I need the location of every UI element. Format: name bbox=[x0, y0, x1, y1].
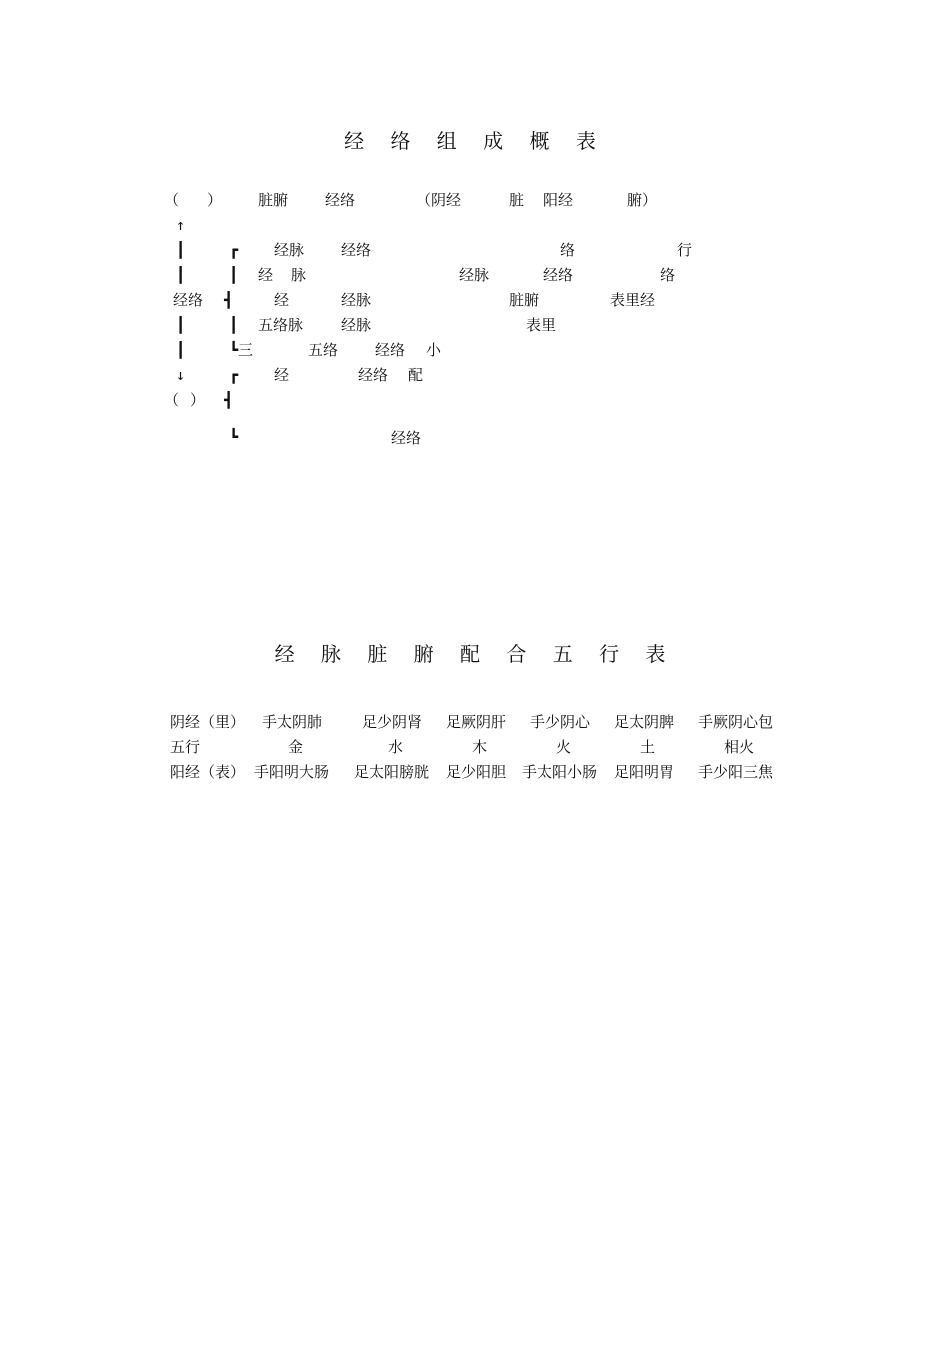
up-arrow-icon: ↑ bbox=[176, 216, 186, 234]
diagram-text: 经脉 bbox=[341, 291, 372, 309]
table-cell: 土 bbox=[640, 738, 656, 756]
diagram-text: 经脉 bbox=[274, 241, 305, 259]
table-cell: 木 bbox=[472, 738, 488, 756]
diagram-text: （ bbox=[164, 391, 180, 409]
diagram-text: 脉 bbox=[291, 266, 307, 284]
diagram-text: 经 bbox=[274, 366, 290, 384]
table-cell: 足厥阴肝 bbox=[446, 713, 507, 731]
down-arrow-icon: ↓ bbox=[176, 366, 186, 384]
bracket-glyph: ┫ bbox=[224, 291, 234, 309]
bracket-glyph: ┃ bbox=[229, 266, 239, 284]
bracket-glyph: ┃ bbox=[176, 316, 186, 334]
diagram-text: 腑） bbox=[627, 191, 658, 209]
table-cell: 五行 bbox=[170, 738, 201, 756]
diagram-text: 经脉 bbox=[341, 316, 372, 334]
table-cell: 阴经（里） bbox=[170, 713, 246, 731]
diagram-text: 表里 bbox=[526, 316, 557, 334]
bracket-glyph: ┫ bbox=[224, 391, 234, 409]
diagram-text: 五络 bbox=[308, 341, 339, 359]
diagram-text: 经脉 bbox=[459, 266, 490, 284]
table-cell: 足太阳膀胱 bbox=[354, 763, 430, 781]
diagram-text: 络 bbox=[660, 266, 676, 284]
bracket-glyph: ┃ bbox=[176, 241, 186, 259]
bracket-glyph: ┃ bbox=[176, 341, 186, 359]
diagram-text: 阳经 bbox=[543, 191, 574, 209]
table-cell: 水 bbox=[388, 738, 404, 756]
bracket-glyph: ┏ bbox=[229, 366, 239, 384]
diagram-text: ） bbox=[190, 391, 206, 409]
table-cell: 足太阴脾 bbox=[614, 713, 675, 731]
bracket-glyph: ┗ bbox=[229, 428, 239, 446]
diagram-text: 表里经 bbox=[610, 291, 656, 309]
diagram-text: 经络 bbox=[375, 341, 406, 359]
diagram-text: （ bbox=[164, 191, 180, 209]
table-cell: 金 bbox=[288, 738, 304, 756]
table-cell: 手少阳三焦 bbox=[698, 763, 774, 781]
diagram-text: （阴经 bbox=[416, 191, 462, 209]
diagram-text: 配 bbox=[408, 366, 424, 384]
diagram-text: 经络 bbox=[325, 191, 356, 209]
table-cell: 手太阳小肠 bbox=[522, 763, 598, 781]
diagram-text: ） bbox=[207, 191, 223, 209]
diagram-root-label: 经络 bbox=[173, 291, 204, 309]
diagram-text: 络 bbox=[560, 241, 576, 259]
diagram-text: 经 bbox=[274, 291, 290, 309]
diagram-text: 经络 bbox=[358, 366, 389, 384]
table-cell: 足少阴肾 bbox=[362, 713, 423, 731]
diagram-text: 脏腑 bbox=[509, 291, 540, 309]
composition-title: 经 络 组 成 概 表 bbox=[344, 129, 606, 153]
diagram-text: 经络 bbox=[543, 266, 574, 284]
bracket-glyph: ┏ bbox=[229, 241, 239, 259]
bracket-glyph: ┃ bbox=[176, 266, 186, 284]
diagram-text: ┗三 bbox=[229, 341, 254, 359]
table-cell: 阳经（表） bbox=[170, 763, 246, 781]
table-cell: 手少阴心 bbox=[530, 713, 591, 731]
diagram-text: 五络脉 bbox=[258, 316, 304, 334]
table-cell: 手阳明大肠 bbox=[254, 763, 330, 781]
bracket-glyph: ┃ bbox=[229, 316, 239, 334]
table-cell: 足少阳胆 bbox=[446, 763, 507, 781]
table-cell: 足阳明胃 bbox=[614, 763, 675, 781]
table-cell: 相火 bbox=[724, 738, 755, 756]
diagram-text: 脏 bbox=[509, 191, 525, 209]
five-elements-title: 经 脉 脏 腑 配 合 五 行 表 bbox=[274, 642, 676, 666]
diagram-text: 脏腑 bbox=[258, 191, 289, 209]
diagram-text: 经络 bbox=[391, 429, 422, 447]
diagram-text: 行 bbox=[677, 241, 693, 259]
table-cell: 火 bbox=[556, 738, 572, 756]
table-cell: 手厥阴心包 bbox=[698, 713, 774, 731]
table-cell: 手太阴肺 bbox=[262, 713, 323, 731]
diagram-text: 经 bbox=[258, 266, 274, 284]
diagram-text: 经络 bbox=[341, 241, 372, 259]
diagram-text: 小 bbox=[426, 341, 442, 359]
